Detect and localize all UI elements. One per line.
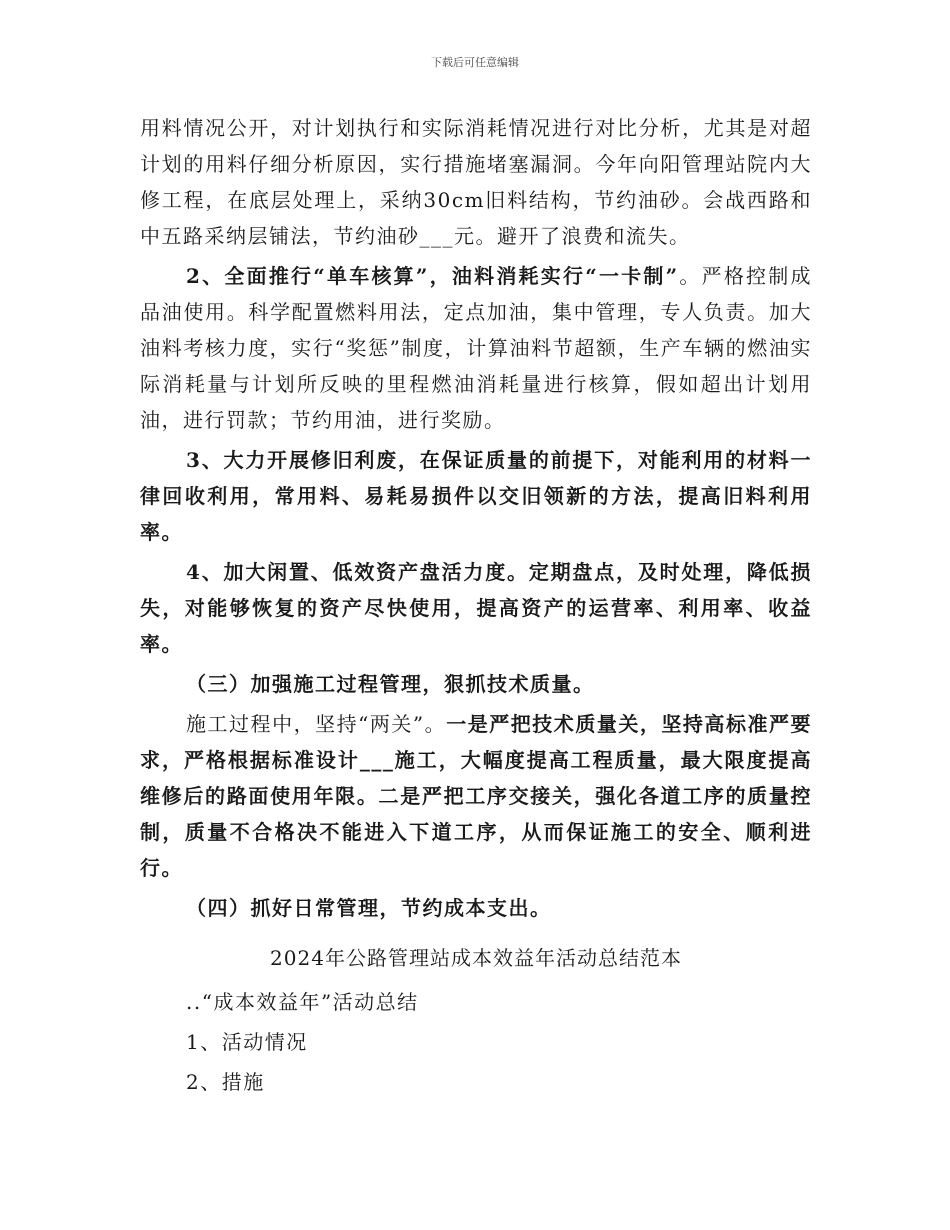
fuel-accounting-heading: 2、全面推行“单车核算”，油料消耗实行“一卡制” [186,264,679,288]
document-title: 2024年公路管理站成本效益年活动总结范本 [270,946,682,970]
construction-intro: 施工过程中，坚持“两关”。 [186,712,447,736]
paragraph-fuel-accounting [140,258,812,438]
section-heading-construction: （三）加强施工过程管理，狠抓技术质量。 [186,672,595,696]
item-measures: 2、措施 [186,1070,265,1094]
construction-details: 一是严把技术质量关，坚持高标准严要求，严格根据标准设计___施工，大幅度提高工程质量，最大限度提高维修后的路面使用年限。二是严把工序交接关，强化各道工序的质量控制，质量不合格决不能进入下道工序，从而保证施工的安全、顺利进行。 [140,712,813,880]
page-header: 下载后可任意编辑 [431,56,519,69]
paragraph-idle-assets: 4、加大闲置、低效资产盘活力度。定期盘点，及时处理，降低损失，对能够恢复的资产尽快使用，提高资产的运营率、利用率、收益率。 [140,560,812,656]
paragraph-material-usage: 用料情况公开，对计划执行和实际消耗情况进行对比分析，尤其是对超计划的用料仔细分析原因，实行措施堵塞漏洞。今年向阳管理站院内大修工程，在底层处理上，采纳30cm旧料结构，节约油砂。会战西路和中五路采纳层铺法，节约油砂___元。避开了浪费和流失。 [140,116,812,248]
paragraph-recycling: 3、大力开展修旧利废，在保证质量的前提下，对能利用的材料一律回收利用，常用料、易耗易损件以交旧领新的方法，提高旧料利用率。 [140,448,812,544]
document-body [140,110,812,1100]
item-activity-situation: 1、活动情况 [186,1030,308,1054]
section-heading-daily-management: （四）抓好日常管理，节约成本支出。 [186,896,552,920]
fuel-accounting-text: 。严格控制成品油使用。科学配置燃料用法，定点加油，集中管理，专人负责。加大油料考核力度，实行“奖惩”制度，计算油料节超额，生产车辆的燃油实际消耗量与计划所反映的里程燃油消耗量进行核算，假如超出计划用油，进行罚款；节约用油，进行奖励。 [140,264,812,432]
paragraph-construction-quality [140,706,812,886]
summary-line: ..“成本效益年”活动总结 [186,990,419,1014]
